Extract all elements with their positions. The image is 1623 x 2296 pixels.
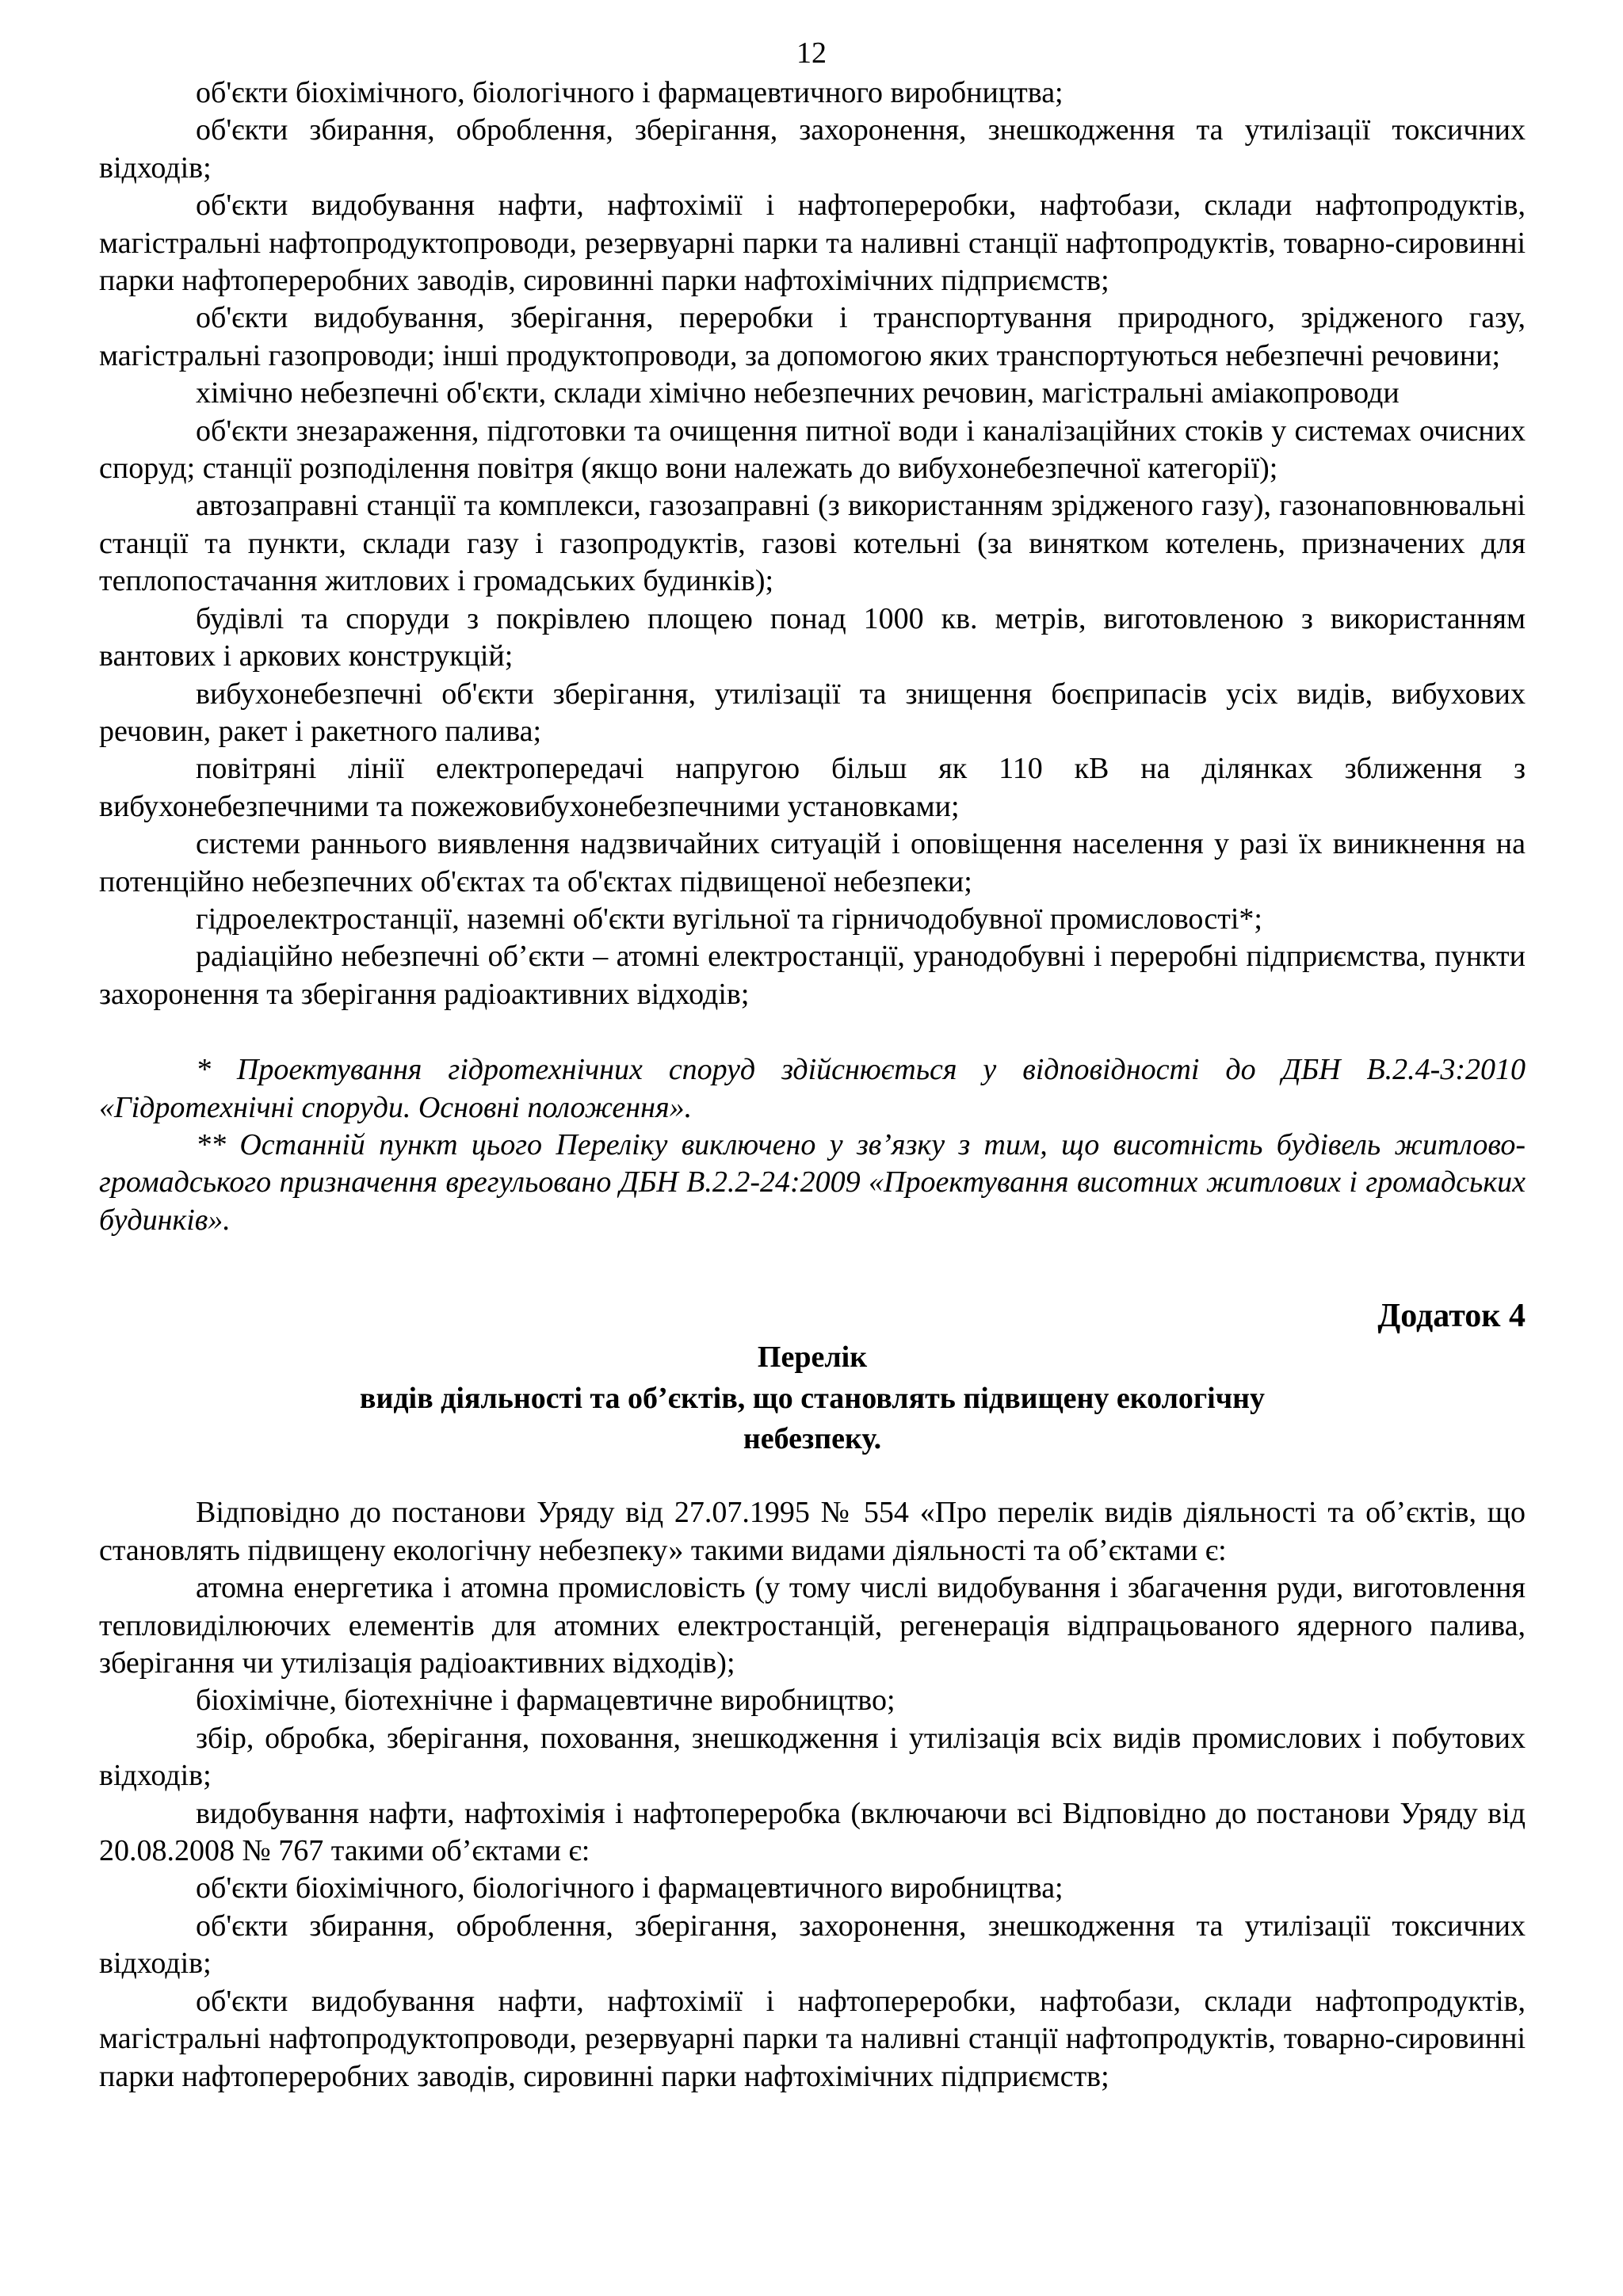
list-item: атомна енергетика і атомна промисловість (у тому числі видобування і збагачення руди, виготовлення тепловиділюючих елементів для атомних електростанцій, регенерація відпрацьованого ядерного палива, зберігання чи утилізація радіоактивних відходів); [99, 1571, 1526, 1680]
footnote: * Проектування гідротехнічних споруд здійснюється у відповідності до ДБН В.2.4-3:2010 «Гідротехнічні споруди. Основні положення». [99, 1053, 1526, 1124]
list-continued [99, 74, 1526, 1013]
intro-paragraph: Відповідно до постанови Уряду від 27.07.1995 № 554 «Про перелік видів діяльності та об’єктів, що становлять підвищену екологічну небезпеку» такими видами діяльності та об’єктами є: [99, 1496, 1526, 1567]
list-item: гідроелектростанції, наземні об'єкти вугільної та гірничодобувної промисловості*; [196, 902, 1262, 936]
list-item: об'єкти видобування нафти, нафтохімії і нафтопереробки, нафтобази, склади нафтопродуктів, магістральні нафтопродуктопроводи, резервуарні парки та наливні станції нафтопродуктів, товарно-сировинні парки нафтопереробних заводів, сировинні парки нафтохімічних підприємств; [99, 189, 1526, 298]
list-2 [99, 1569, 1526, 2096]
intro-section [99, 1494, 1526, 1569]
list-item: об'єкти видобування, зберігання, переробки і транспортування природного, зрідженого газу, магістральні газопроводи; інші продуктопроводи, за допомогою яких транспортуються небезпечні речовини; [99, 301, 1526, 372]
list-item: об'єкти збирання, оброблення, зберігання, захоронення, знешкодження та утилізації токсичних відходів; [99, 1909, 1526, 1981]
list-item: об'єкти знезараження, підготовки та очищення питної води і каналізаційних стоків у системах очисних споруд; станції розподілення повітря (якщо вони належать до вибухонебезпечної категорії); [99, 414, 1526, 486]
list-item: системи раннього виявлення надзвичайних ситуацій і оповіщення населення у разі їх виникнення на потенційно небезпечних об'єктах та об'єктах підвищеної небезпеки; [99, 827, 1526, 898]
list-item: об'єкти видобування нафти, нафтохімії і нафтопереробки, нафтобази, склади нафтопродуктів, магістральні нафтопродуктопроводи, резервуарні парки та наливні станції нафтопродуктів, товарно-сировинні парки нафтопереробних заводів, сировинні парки нафтохімічних підприємств; [99, 1984, 1526, 2093]
appendix-title [99, 1339, 1526, 1458]
appendix-label: Додаток 4 [1377, 1298, 1526, 1335]
list-item: радіаційно небезпечні об’єкти – атомні електростанції, уранодобувні і переробні підприємства, пункти захоронення та зберігання радіоактивних відходів; [99, 940, 1526, 1011]
list-item: збір, обробка, зберігання, поховання, знешкодження і утилізація всіх видів промислових і побутових відходів; [99, 1721, 1526, 1793]
list-item: повітряні лінії електропередачі напругою більш як 110 кВ на ділянках зближення з вибухонебезпечними та пожежовибухонебезпечними установками; [99, 752, 1526, 823]
appendix-title-line: Перелік [757, 1341, 868, 1375]
list-item: будівлі та споруди з покрівлею площею понад 1000 кв. метрів, виготовленою з використанням вантових і аркових конструкцій; [99, 601, 1526, 673]
footnote: ** Останній пункт цього Переліку виключено у зв’язку з тим, що висотність будівель житлово-громадського призначення врегульовано ДБН В.2.2-24:2009 «Проектування висотних житлових і громадських будинків». [99, 1127, 1526, 1237]
document-body [99, 74, 1526, 2096]
list-item: об'єкти біохімічного, біологічного і фармацевтичного виробництва; [196, 76, 1064, 109]
page-number: 12 [796, 36, 827, 70]
list-item: об'єкти біохімічного, біологічного і фармацевтичного виробництва; [196, 1871, 1064, 1905]
list-item: автозаправні станції та комплекси, газозаправні (з використанням зрідженого газу), газонаповнювальні станції та пункти, склади газу і газопродуктів, газові котельні (за винятком котелень, призначених для теплопостачання житлових і громадських будинків); [99, 489, 1526, 598]
appendix-title-line: небезпеку. [743, 1422, 882, 1455]
list-item: видобування нафти, нафтохімія і нафтопереробка (включаючи всі Відповідно до постанови Уряду від 20.08.2008 № 767 такими об’єктами є: [99, 1796, 1526, 1868]
footnotes [99, 1051, 1526, 1239]
list-item: біохімічне, біотехнічне і фармацевтичне виробництво; [196, 1684, 896, 1718]
list-item: вибухонебезпечні об'єкти зберігання, утилізації та знищення боєприпасів усіх видів, вибухових речовин, ракет і ракетного палива; [99, 677, 1526, 748]
list-item: хімічно небезпечні об'єкти, склади хімічно небезпечних речовин, магістральні аміакопроводи [196, 376, 1400, 410]
appendix-title-line: видів діяльності та об’єктів, що становлять підвищену екологічну [359, 1381, 1266, 1415]
list-item: об'єкти збирання, оброблення, зберігання, захоронення, знешкодження та утилізації токсичних відходів; [99, 113, 1526, 185]
